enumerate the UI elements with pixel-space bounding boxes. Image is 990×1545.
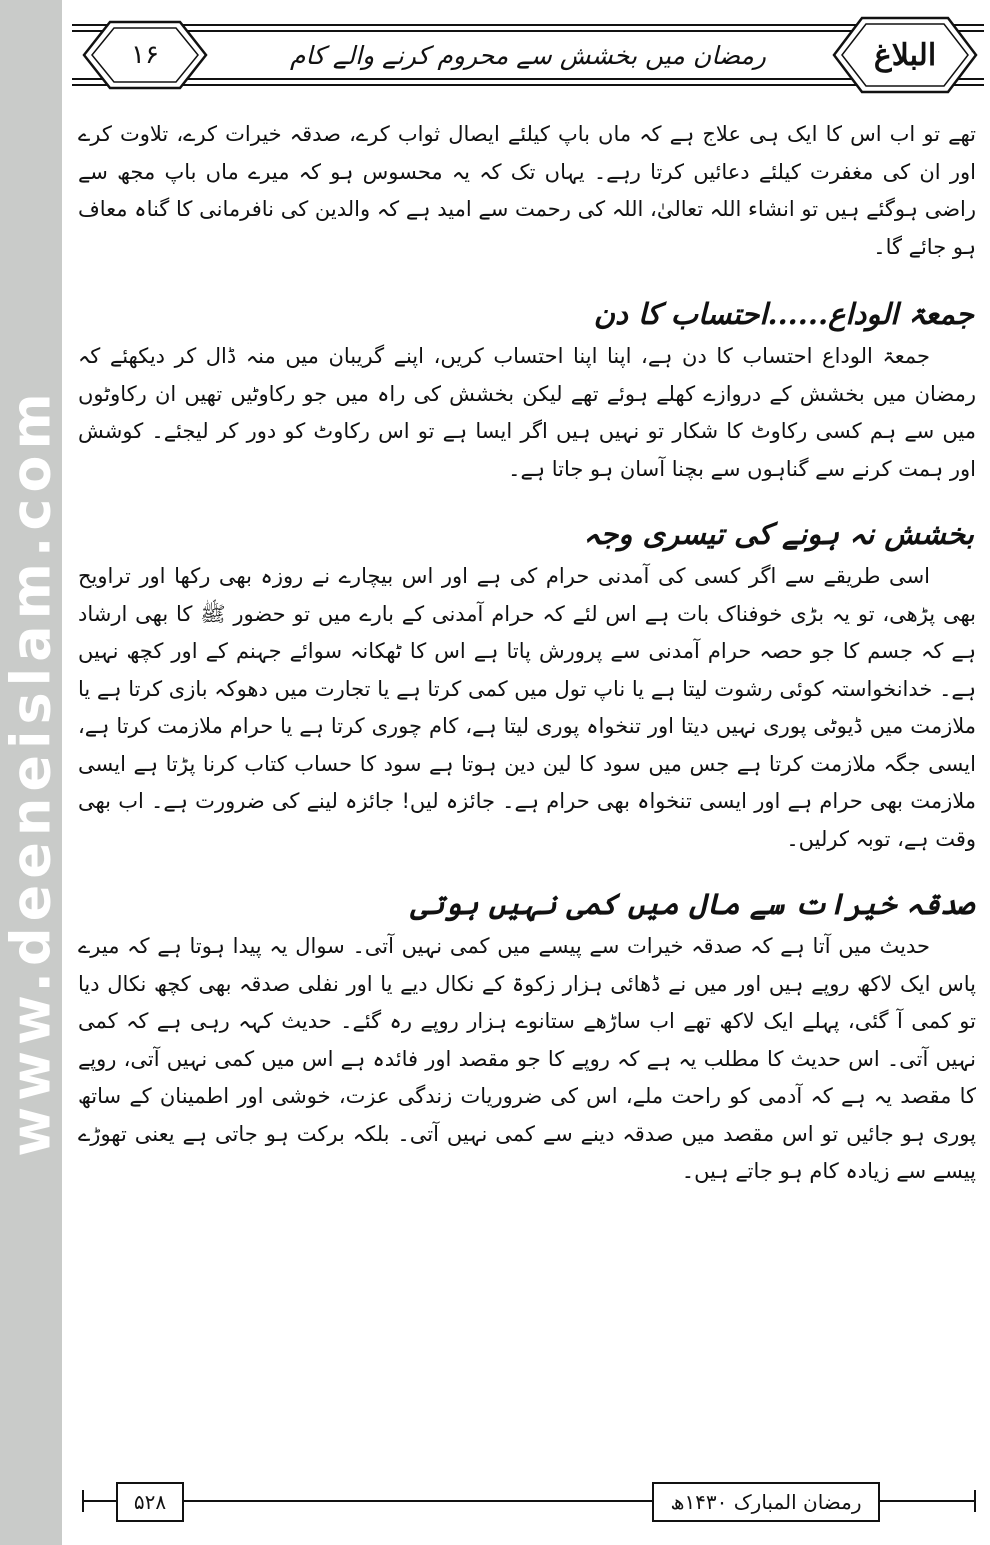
paragraph: اسی طریقے سے اگر کسی کی آمدنی حرام کی ہے اور اس بیچارے نے روزہ بھی رکھا اور تراویح بھی پڑھی، تو یہ بڑی خوفناک بات ہے اس لئے کہ حرام آمدنی کے بارے میں تو حضور ﷺ کا بھی ارشاد ہے کہ جسم کا جو حصہ حرام آمدنی سے پرورش پاتا ہے اس کا ٹھکانہ سوائے جہنم کے اور کچھ نہیں ہے۔ خدانخواستہ کوئی رشوت لیتا ہے یا ناپ تول میں کمی کرتا ہے یا تجارت میں دھوکہ بازی کرتا ہے یا ملازمت میں ڈیوٹی پوری نہیں دیتا اور تنخواہ پوری لیتا ہے، کام چوری کرتا ہے یا حرام ملازمت کرتا ہے، ایسی جگہ ملازمت کرتا ہے جس میں سود کا لین دین ہوتا ہے سود کا حساب کتاب کرنا پڑتا ہے ایسی ملازمت بھی حرام ہے اور ایسی تنخواہ بھی حرام ہے۔ جائزہ لیں! جائزہ لینے کی ضرورت ہے۔ اب بھی وقت ہے، توبہ کرلیں۔ — [78, 564, 976, 851]
watermark-url: www.deeneislam.com — [0, 387, 63, 1157]
section-heading: جمعۃ الوداع......احتساب کا دن — [593, 297, 974, 331]
paragraph: جمعۃ الوداع احتساب کا دن ہے، اپنا اپنا احتساب کریں، اپنے گریبان میں منہ ڈال کر دیکھئے کہ رمضان میں بخشش کے دروازے کھلے ہوئے تھے لیکن بخشش کی راہ میں جو رکاوٹیں تھیں ان رکاوٹوں میں سے ہم کسی رکاوٹ کا شکار تو نہیں ہیں اگر ایسا ہے تو اس رکاوٹ کو دور کر لیجئے۔ کوشش اور ہمت کرنے سے گناہوں سے بچنا آسان ہو جاتا ہے۔ — [78, 344, 976, 481]
paragraph: حدیث میں آتا ہے کہ صدقہ خیرات سے پیسے میں کمی نہیں آتی۔ سوال یہ پیدا ہوتا ہے کہ میرے پاس ایک لاکھ روپے ہیں اور میں نے ڈھائی ہزار زکوۃ کے نکال دیے یا اور نفلی صدقہ بھی کچھ نکال دیا تو کمی آ گئی، پہلے ایک لاکھ تھے اب ساڑھے ستانوے ہزار روپے رہ گئے۔ حدیث کہہ رہی ہے کہ کمی نہیں آتی۔ اس حدیث کا مطلب یہ ہے کہ روپے کا جو مقصد اور فائدہ ہے اس میں کمی نہیں آتی، روپے کا مقصد یہ ہے کہ آدمی کو راحت ملے، اس کی ضروریات زندگی عزت، خوشی اور اطمینان کے ساتھ پوری ہو جائیں تو اس مقصد میں صدقہ دینے سے کمی نہیں آتی۔ بلکہ برکت ہو جاتی ہے یعنی تھوڑے پیسے سے زیادہ کام ہو جاتے ہیں۔ — [78, 934, 976, 1183]
footer-page-number: ۵۲۸ — [116, 1482, 184, 1522]
section-heading: بخشش نہ ہونے کی تیسری وجہ — [583, 517, 974, 551]
footer-rule — [82, 1500, 116, 1502]
paragraph: تھے تو اب اس کا ایک ہی علاج ہے کہ ماں باپ کیلئے ایصال ثواب کرے، صدقہ خیرات کرے، تلاوت کرے اور ان کی مغفرت کیلئے دعائیں کرتا رہے۔ یہاں تک کہ یہ محسوس ہو کہ میرے ماں باپ مجھ سے راضی ہوگئے ہیں تو انشاء اللہ تعالیٰ، اللہ کی رحمت سے امید ہے کہ والدین کی نافرمانی کا گناہ معاف ہو جائے گا۔ — [78, 122, 976, 259]
footer-rule — [880, 1500, 976, 1502]
page-footer — [72, 1476, 984, 1526]
magazine-logo — [830, 14, 980, 96]
footer-rule — [184, 1500, 652, 1502]
logo-text: البلاغ — [873, 37, 937, 73]
header-page-number: ۱۶ — [131, 40, 159, 70]
watermark-strip — [0, 0, 62, 1545]
article-body — [78, 110, 976, 1191]
footer-issue-date: رمضان المبارک ۱۴۳۰ھ — [652, 1482, 880, 1522]
footer-rule-end — [974, 1490, 976, 1512]
section-heading: صدقہ خیرات سے مال میں کمی نہیں ہوتی — [410, 887, 974, 921]
header-title: رمضان میں بخشش سے محروم کرنے والے کام — [222, 32, 834, 78]
page-header — [72, 10, 984, 100]
header-page-badge — [80, 18, 210, 92]
